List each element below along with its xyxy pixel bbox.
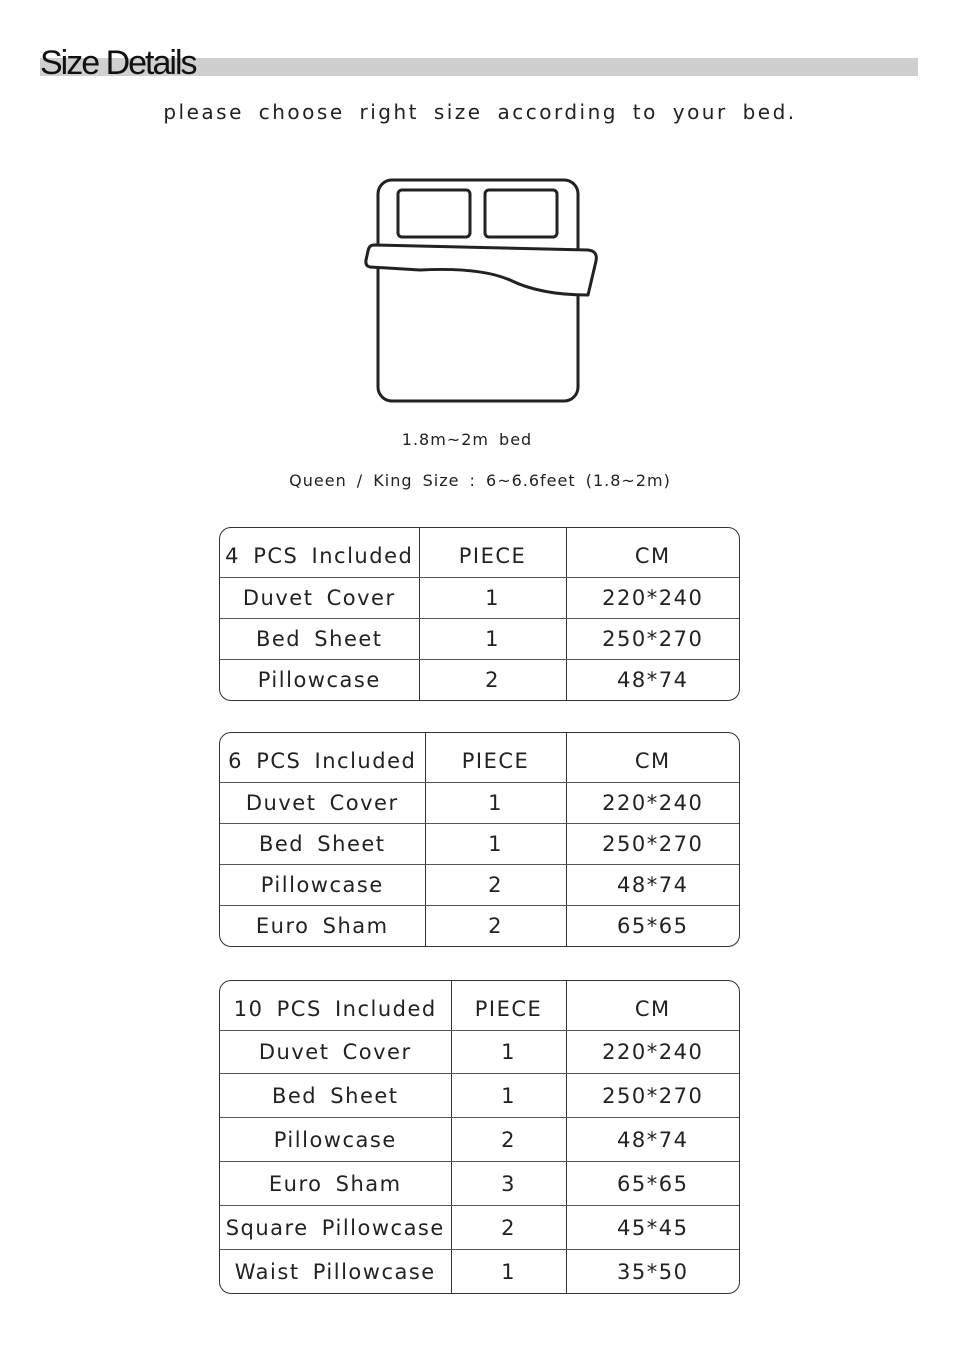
item-name-cell: Square Pillowcase	[220, 1206, 451, 1250]
item-name-cell: Pillowcase	[220, 864, 425, 905]
table-header-cell: PIECE	[451, 981, 566, 1030]
table-row	[220, 1030, 739, 1074]
item-name-cell: Pillowcase	[220, 660, 419, 700]
table-header-cell: 4 PCS Included	[220, 528, 419, 577]
table-row	[220, 1118, 739, 1162]
item-name-cell: Pillowcase	[220, 1118, 451, 1162]
bed-name-caption: Queen / King Size : 6~6.6feet (1.8~2m)	[289, 471, 671, 490]
table-row	[220, 1250, 739, 1293]
table-row	[220, 823, 739, 864]
item-name-cell: Duvet Cover	[220, 1030, 451, 1074]
item-name-cell: Euro Sham	[220, 1162, 451, 1206]
cm-cell: 48*74	[566, 864, 739, 905]
item-name-cell: Duvet Cover	[220, 577, 419, 618]
piece-cell: 1	[451, 1250, 566, 1293]
item-name-cell: Bed Sheet	[220, 1074, 451, 1118]
table-row	[220, 660, 739, 700]
bed-size-caption: 1.8m~2m bed	[401, 430, 533, 449]
piece-cell: 1	[419, 577, 566, 618]
table-row	[220, 1206, 739, 1250]
piece-cell: 1	[419, 618, 566, 659]
cm-cell: 220*240	[566, 782, 739, 823]
piece-cell: 1	[425, 823, 566, 864]
piece-cell: 2	[451, 1118, 566, 1162]
table-header-row	[220, 981, 739, 1030]
table-header-cell: CM	[566, 733, 739, 782]
piece-cell: 2	[425, 864, 566, 905]
item-name-cell: Duvet Cover	[220, 782, 425, 823]
piece-cell: 1	[451, 1074, 566, 1118]
piece-cell: 1	[451, 1030, 566, 1074]
table-header-row	[220, 528, 739, 577]
cm-cell: 65*65	[617, 914, 689, 939]
cm-cell: 45*45	[566, 1206, 739, 1250]
cm-cell: 48*74	[566, 1118, 739, 1162]
subtitle: please choose right size according to your bed.	[163, 100, 797, 124]
item-name-cell: Bed Sheet	[220, 823, 425, 864]
cm-cell: 250*270	[566, 823, 739, 864]
table-header-cell: CM	[566, 528, 739, 577]
table-row	[220, 864, 739, 905]
table-header-cell: PIECE	[419, 528, 566, 577]
cm-cell: 48*74	[617, 668, 689, 693]
table-row	[220, 1162, 739, 1206]
size-table-4pcs	[219, 527, 740, 701]
table-header-cell: 6 PCS Included	[220, 733, 425, 782]
table-row	[220, 1074, 739, 1118]
piece-cell: 2	[419, 660, 566, 700]
piece-cell: 1	[425, 782, 566, 823]
cm-cell: 35*50	[617, 1259, 689, 1284]
table-row	[220, 906, 739, 946]
item-name-cell: Euro Sham	[220, 906, 425, 946]
table-row	[220, 618, 739, 659]
size-table-10pcs	[219, 980, 740, 1294]
item-name-cell: Bed Sheet	[220, 618, 419, 659]
table-header-row	[220, 733, 739, 782]
table-row	[220, 782, 739, 823]
item-name-cell: Waist Pillowcase	[220, 1250, 451, 1293]
bed-icon	[360, 175, 605, 410]
piece-cell: 3	[451, 1162, 566, 1206]
piece-cell: 2	[451, 1206, 566, 1250]
table-row	[220, 577, 739, 618]
table-header-cell: CM	[566, 981, 739, 1030]
cm-cell: 220*240	[566, 577, 739, 618]
cm-cell: 65*65	[566, 1162, 739, 1206]
table-header-cell: PIECE	[425, 733, 566, 782]
piece-cell: 2	[425, 906, 566, 946]
table-header-cell: 10 PCS Included	[220, 981, 451, 1030]
cm-cell: 220*240	[566, 1030, 739, 1074]
size-table-6pcs	[219, 732, 740, 947]
cm-cell: 250*270	[566, 1074, 739, 1118]
page-title: Size Details	[40, 44, 196, 82]
cm-cell: 250*270	[566, 618, 739, 659]
